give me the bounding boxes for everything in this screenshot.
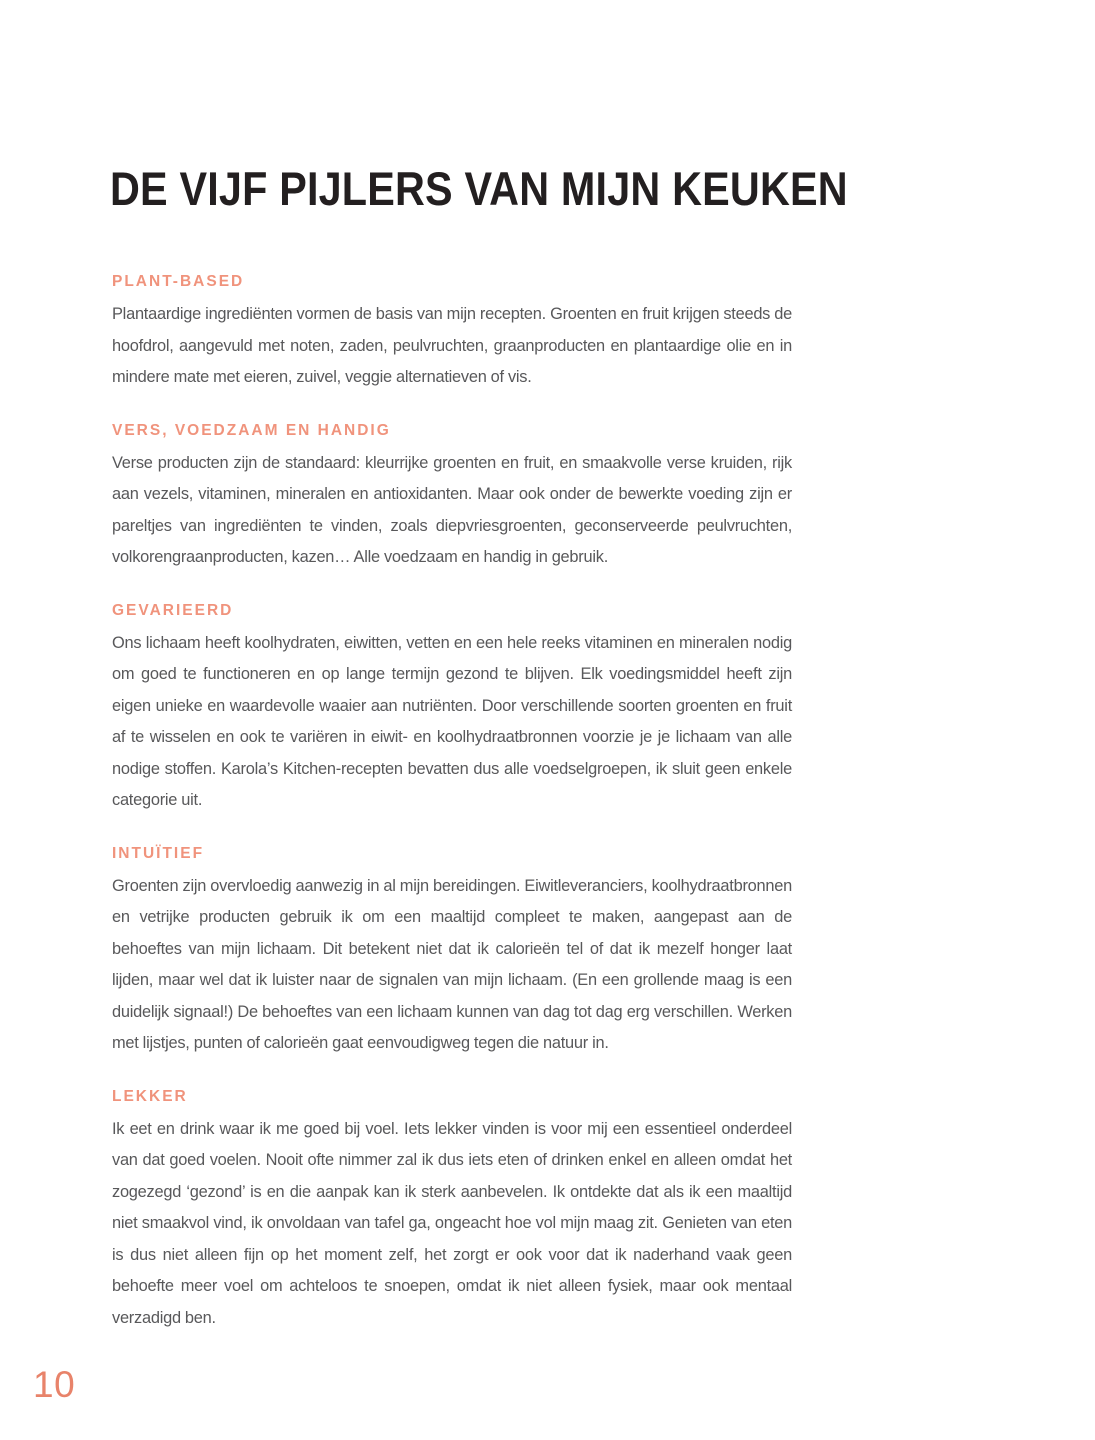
section-lekker bbox=[112, 1087, 792, 1335]
section-body-intuitief: Groenten zijn overvloedig aanwezig in al mijn bereidingen. Eiwitleveranciers, koolhydraatbronnen en vetrijke producten gebruik ik om een maaltijd compleet te maken, aangepast aan de behoeftes van mijn lichaam. Dit betekent niet dat ik calorieën tel of dat ik mezelf honger laat lijden, maar wel dat ik luister naar de signalen van mijn lichaam. (En een grollende maag is een duidelijk signaal!) De behoeftes van een lichaam kunnen van dag tot dag erg verschillen. Werken met lijstjes, punten of calorieën gaat eenvoudigweg tegen die natuur in. bbox=[112, 876, 792, 1052]
section-heading-intuitief: INTUÏTIEF bbox=[112, 844, 205, 862]
section-body-plant-based: Plantaardige ingrediënten vormen de basis van mijn recepten. Groenten en fruit krijgen steeds de hoofdrol, aangevuld met noten, zaden, peulvruchten, graanproducten en plantaardige olie en in mindere mate met eieren, zuivel, veggie alternatieven of vis. bbox=[112, 305, 792, 386]
section-body-gevarieerd: Ons lichaam heeft koolhydraten, eiwitten, vetten en een hele reeks vitaminen en mineralen nodig om goed te functioneren en op lange termijn gezond te blijven. Elk voedingsmiddel heeft zijn eigen unieke en waardevolle waaier aan nutriënten. Door verschillende soorten groenten en fruit af te wisselen en ook te variëren in eiwit- en koolhydraatbronnen voorzie je je lichaam van alle nodige stoffen. Karola’s Kitchen-recepten bevatten dus alle voedselgroepen, ik sluit geen enkele categorie uit. bbox=[112, 633, 792, 809]
section-plant-based bbox=[112, 272, 792, 394]
content-column bbox=[112, 272, 792, 1334]
section-heading-plant-based: PLANT-BASED bbox=[112, 273, 245, 290]
section-gevarieerd bbox=[112, 601, 792, 817]
page-number: 10 bbox=[33, 1364, 76, 1405]
section-heading-vers-voedzaam-en-handig: VERS, VOEDZAAM EN HANDIG bbox=[112, 421, 391, 439]
page-title: DE VIJF PIJLERS VAN MIJN KEUKEN bbox=[110, 162, 848, 216]
section-body-lekker: Ik eet en drink waar ik me goed bij voel. Iets lekker vinden is voor mij een essentieel onderdeel van dat goed voelen. Nooit ofte nimmer zal ik dus iets eten of drinken enkel en alleen omdat het zogezegd ‘gezond’ is en die aanpak kan ik sterk aanbevelen. Ik ontdekte dat als ik een maaltijd niet smaakvol vind, ik onvoldaan van tafel ga, ongeacht hoe vol mijn maag zit. Genieten van eten is dus niet alleen fijn op het moment zelf, het zorgt er ook voor dat ik naderhand vaak geen behoefte meer voel om achteloos te snoepen, omdat ik niet alleen fysiek, maar ook mentaal verzadigd ben. bbox=[112, 1119, 792, 1327]
section-intuitief bbox=[112, 844, 792, 1060]
section-vers-voedzaam-en-handig bbox=[112, 421, 792, 574]
section-body-vers-voedzaam-en-handig: Verse producten zijn de standaard: kleurrijke groenten en fruit, en smaakvolle verse kruiden, rijk aan vezels, vitaminen, mineralen en antioxidanten. Maar ook onder de bewerkte voeding zijn er pareltjes van ingrediënten te vinden, zoals diepvriesgroenten, geconserveerde peulvruchten, volkorengraanproducten, kazen… Alle voedzaam en handig in gebruik. bbox=[112, 453, 792, 566]
section-heading-lekker: LEKKER bbox=[112, 1087, 188, 1105]
section-heading-gevarieerd: GEVARIEERD bbox=[112, 601, 234, 619]
